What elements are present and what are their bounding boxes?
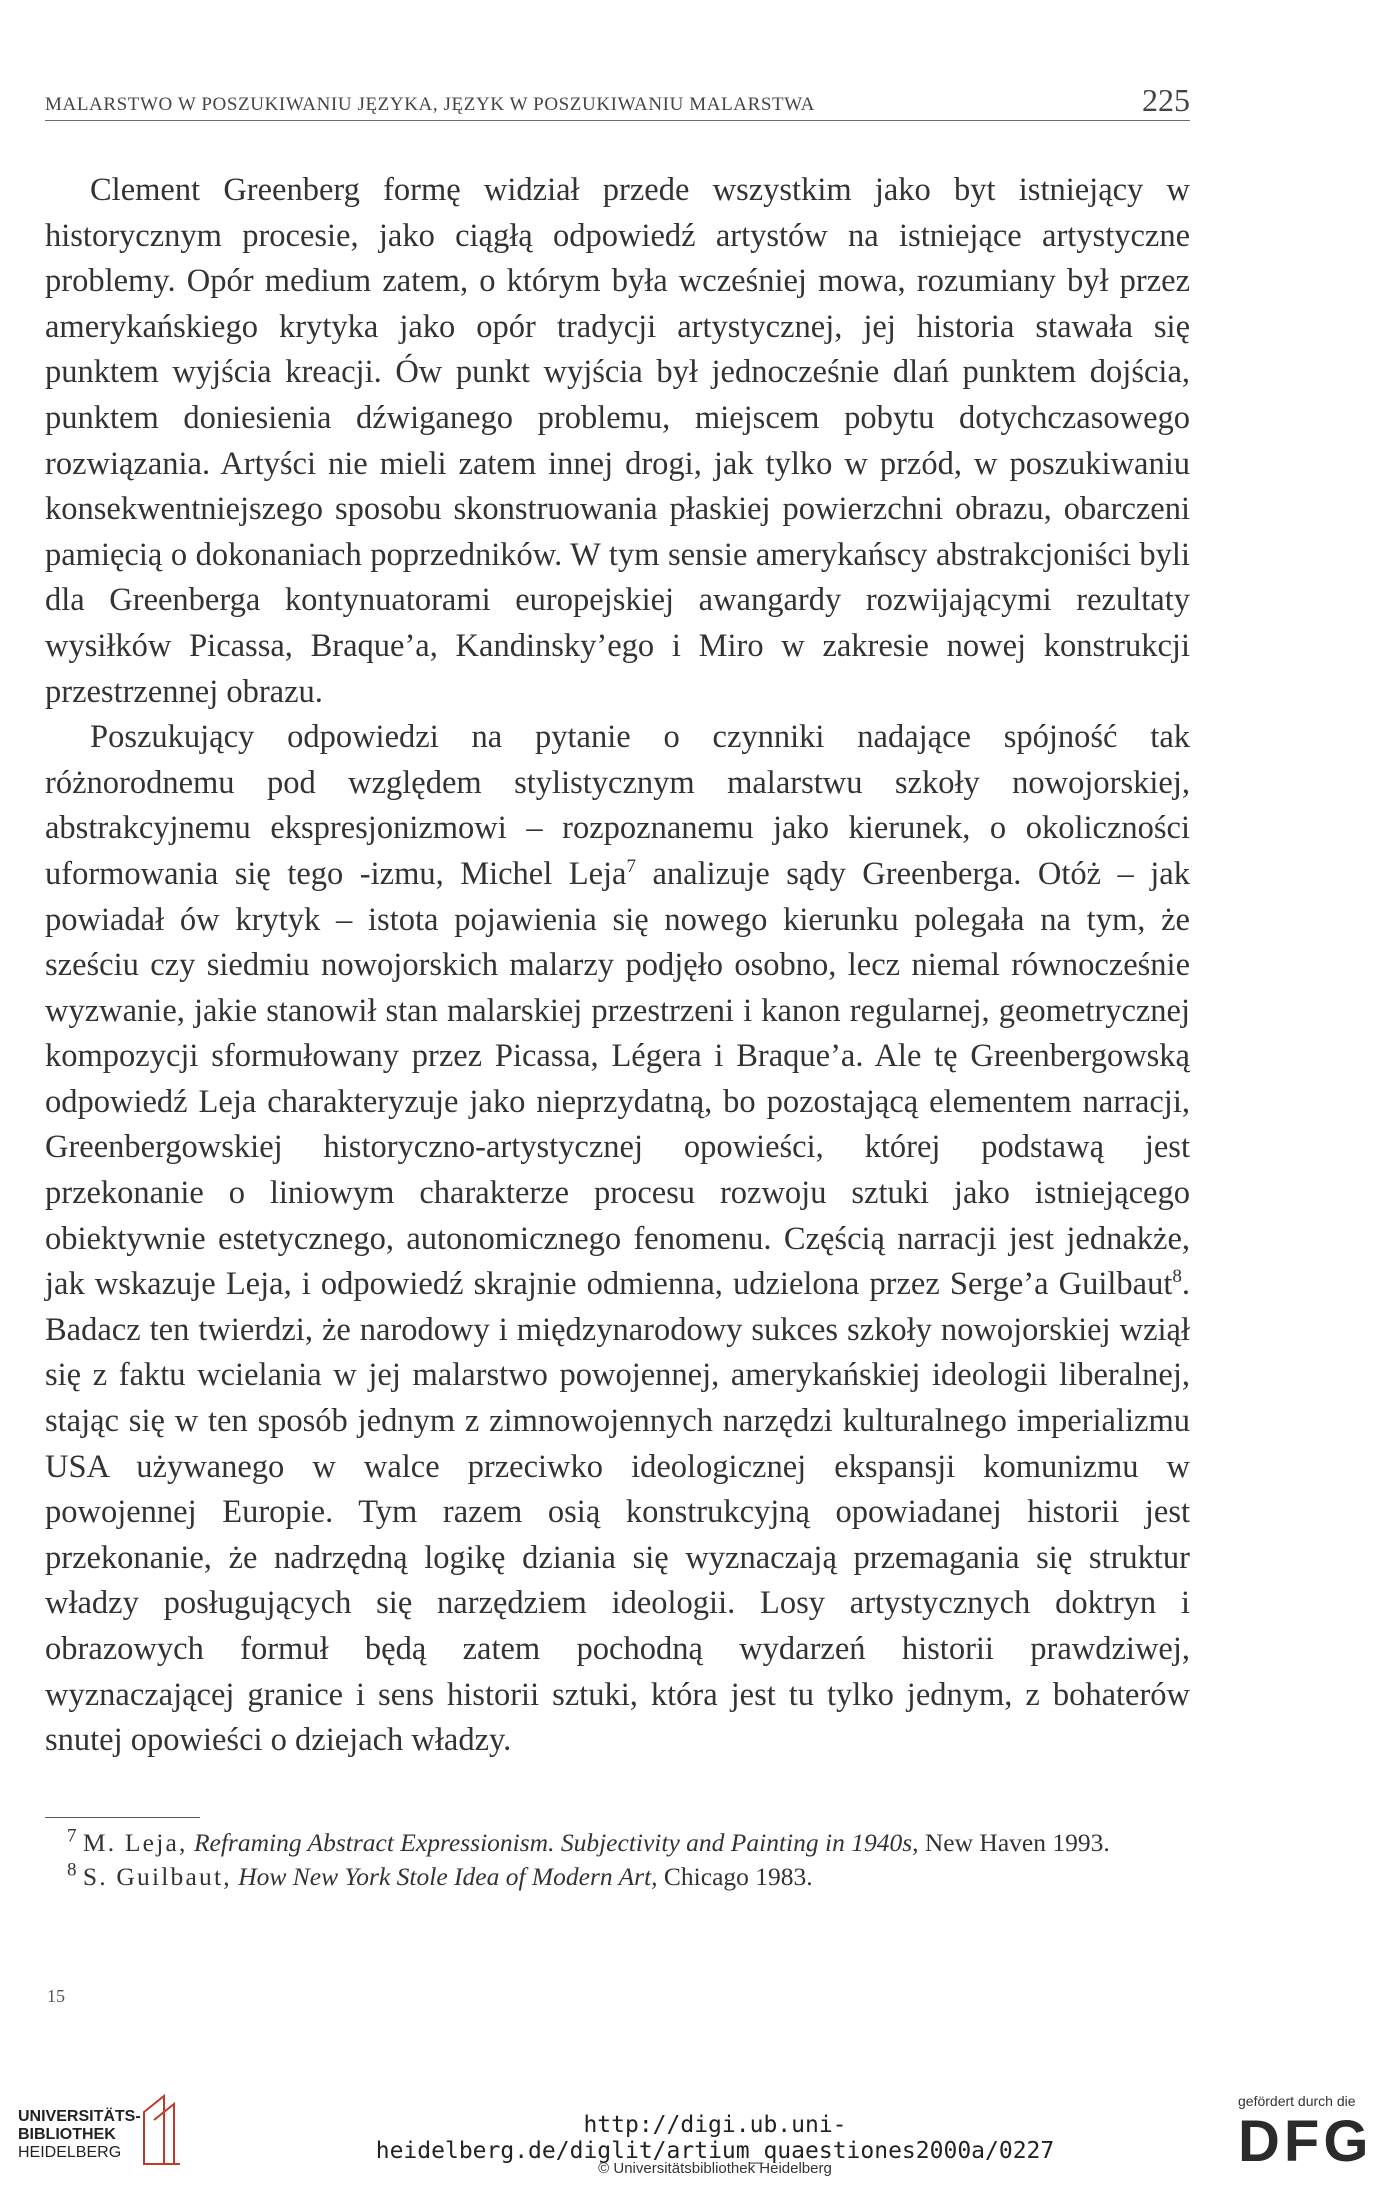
paragraph-1	[45, 168, 1190, 715]
footnote-ref-7[interactable]: 7	[626, 856, 636, 878]
running-head-title: MALARSTWO W POSZUKIWANIU JĘZYKA, JĘZYK W POSZUKIWANIU MALARSTWA	[45, 94, 815, 115]
source-url-link[interactable]: http://digi.ub.uni-heidelberg.de/diglit/artium_quaestiones2000a/0227	[375, 2112, 1055, 2164]
footnote-publication: New Haven 1993.	[924, 1828, 1110, 1857]
running-head	[45, 84, 1190, 121]
footnote-7	[45, 1826, 1190, 1860]
paragraph-text: analizuje sądy Greenberga. Otóż – jak powiadał ów krytyk – istota pojawienia się nowego kierunku polegała na tym, że sześciu czy siedmiu nowojorskich malarzy podjęło osobno, lecz niemal równocześnie wyzwanie, jakie stanowił stan malarskiej przestrzeni i kanon regularnej, geometrycznej kompozycji sformułowany przez Picassa, Légera i Braque’a. Ale tę Greenbergowską odpowiedź Leja charakteryzuje jako nieprzydatną, bo pozostającą elementem narracji, Greenbergowskiej historyczno-artystycznej opowieści, której podstawą jest przekonanie o liniowym charakterze procesu rozwoju sztuki jako istniejącego obiektywnie estetycznego, autonomicznego fenomenu. Częścią narracji jest jednakże, jak wskazuje Leja, i odpowiedź skrajnie odmienna, udzielona przez Serge’a Guilbaut	[45, 855, 1190, 1303]
footnote-author: M. Leja,	[82, 1828, 188, 1857]
dfg-logo: DFG	[1238, 2109, 1373, 2174]
library-name-line: UNIVERSITÄTS-	[18, 2108, 141, 2125]
body-text	[45, 168, 1190, 1764]
copyright-notice: © Universitätsbibliothek Heidelberg	[598, 2160, 832, 2177]
footnote-title: How New York Stole Idea of Modern Art,	[238, 1861, 658, 1891]
library-name-line: HEIDELBERG	[18, 2144, 122, 2161]
page-number: 225	[1142, 82, 1190, 118]
footnote-author: S. Guilbaut,	[82, 1861, 232, 1891]
signature-mark: 15	[47, 1986, 65, 2006]
footnote-ref-8[interactable]: 8	[1172, 1266, 1182, 1288]
paragraph-text: . Badacz ten twierdzi, że narodowy i międzynarodowy sukces szkoły nowojorskiej wziął się z faktu wcielania w jej malarstwo powojennej, amerykańskiej ideologii liberalnej, stając się w ten sposób jednym z zimnowojennych narzędzi kulturalnego imperializmu USA używanego w walce przeciwko ideologicznej ekspansji komunizmu w powojennej Europie. Tym razem osią konstrukcyjną opowiadanej historii jest przekonanie, że nadrzędną logikę dziania się wyznaczają przemagania się struktur władzy posługujących się narzędziem ideologii. Losy artystycznych doktryn i obrazowych formuł będą zatem pochodną wydarzeń historii prawdziwej, wyznaczającej granice i sens historii sztuki, która jest tu tylko jednym, z bohaterów snutej opowieści o dziejach władzy.	[45, 1266, 1190, 1759]
library-logo-text	[18, 2108, 141, 2162]
paragraph-2	[45, 715, 1190, 1764]
library-logo-icon	[140, 2092, 182, 2168]
paragraph-text: Poszukujący odpowiedzi na pytanie o czynniki nadające spójność tak różnorodnemu pod względem stylistycznym malarstwu szkoły nowojorskiej, abstrakcyjnemu ekspresjonizmowi – rozpoznanemu jako kierunek, o okoliczności uformowania się tego -izmu, Michel Leja	[45, 719, 1190, 892]
footnotes	[45, 1826, 1190, 1893]
footnote-number: 8	[67, 1859, 77, 1880]
footnote-number: 7	[67, 1825, 77, 1847]
funding-note: gefördert durch die	[1238, 2093, 1356, 2109]
footnote-title: Reframing Abstract Expressionism. Subjectivity and Painting in 1940s,	[193, 1828, 919, 1857]
footnote-separator	[45, 1817, 200, 1818]
footnote-8	[45, 1860, 1190, 1894]
footnote-publication: Chicago 1983.	[663, 1861, 813, 1891]
paragraph-text: Clement Greenberg formę widział przede wszystkim jako byt istniejący w historycznym procesie, jako ciągłą odpowiedź artystów na istniejące artystyczne problemy. Opór medium zatem, o którym była wcześniej mowa, rozumiany był przez amerykańskiego krytyka jako opór tradycji artystycznej, jej historia stawała się punktem wyjścia kreacji. Ów punkt wyjścia był jednocześnie dlań punktem dojścia, punktem doniesienia dźwiganego problemu, miejscem pobytu dotychczasowego rozwiązania. Artyści nie mieli zatem innej drogi, jak tylko w przód, w poszukiwaniu konsekwentniejszego sposobu skonstruowania płaskiej powierzchni obrazu, obarczeni pamięcią o dokonaniach poprzedników. W tym sensie amerykańscy abstrakcjoniści byli dla Greenberga kontynuatorami europejskiej awangardy rozwijającymi rezultaty wysiłków Picassa, Braque’a, Kandinsky’ego i Miro w zakresie nowej konstrukcji przestrzennej obrazu.	[45, 172, 1190, 710]
library-name-line: BIBLIOTHEK	[18, 2126, 116, 2143]
